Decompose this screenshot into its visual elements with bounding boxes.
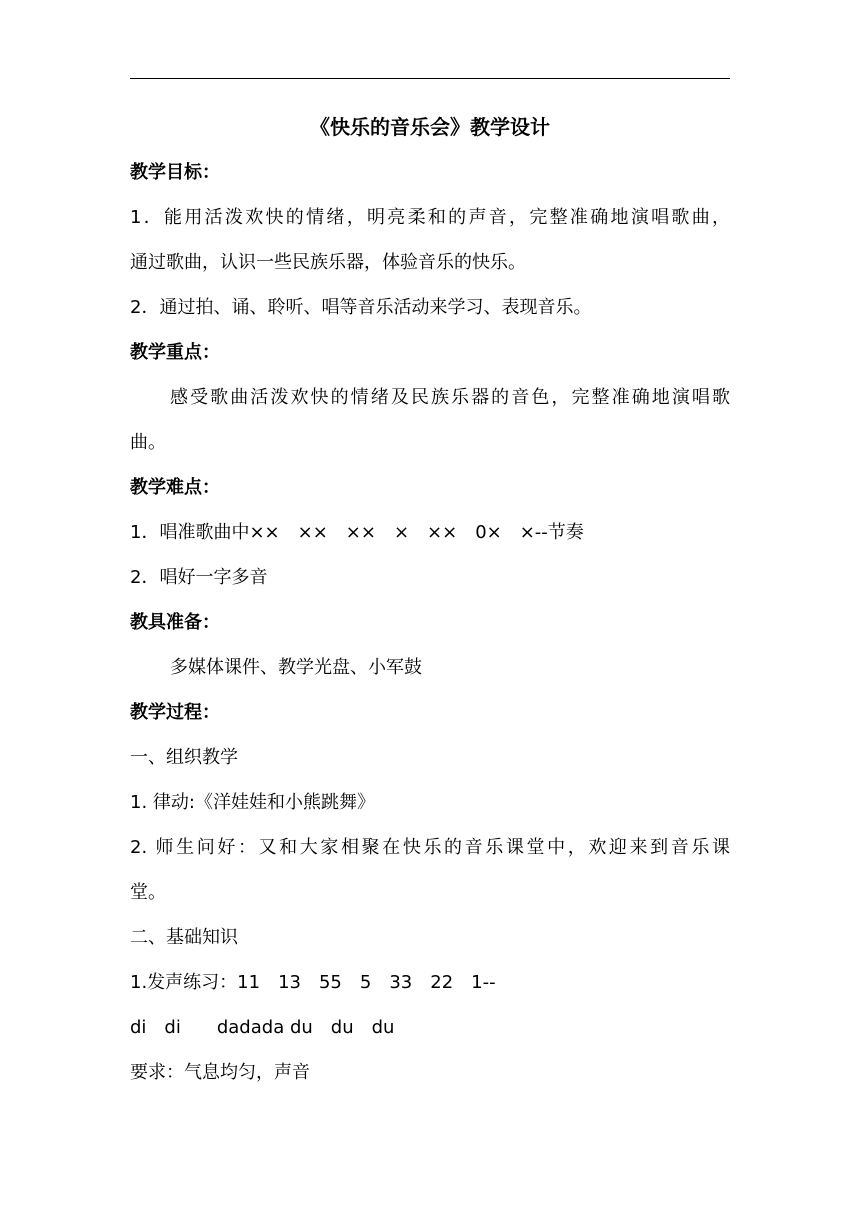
goal-1-line-2: 通过歌曲，认识一些民族乐器，体验音乐的快乐。 bbox=[130, 252, 526, 273]
vocal-syllables: di di dadada du du du bbox=[130, 1017, 395, 1038]
goal-2: 2．通过拍、诵、聆听、唱等音乐活动来学习、表现音乐。 bbox=[130, 297, 592, 318]
difficulty-2: 2．唱好一字多音 bbox=[130, 567, 268, 588]
process-heading: 教学过程： bbox=[130, 702, 220, 723]
materials-text: 多媒体课件、教学光盘、小军鼓 bbox=[170, 657, 422, 678]
vocal-practice: 1.发声练习：11 13 55 5 33 22 1-- bbox=[130, 972, 496, 993]
goal-1-line-1: 1．能用活泼欢快的情绪，明亮柔和的声音，完整准确地演唱歌曲， bbox=[130, 207, 730, 228]
key-points-line-2: 曲。 bbox=[130, 432, 166, 453]
document-title: 《快乐的音乐会》教学设计 bbox=[310, 115, 550, 139]
section-1-item-1: 1. 律动:《洋娃娃和小熊跳舞》 bbox=[130, 792, 375, 813]
section-2-heading: 二、基础知识 bbox=[130, 927, 238, 948]
section-1-item-2-line-1: 2. 师生问好：又和大家相聚在快乐的音乐课堂中，欢迎来到音乐课 bbox=[130, 837, 730, 858]
goals-heading: 教学目标： bbox=[130, 162, 220, 183]
section-1-item-2-line-2: 堂。 bbox=[130, 882, 166, 903]
key-points-line-1: 感受歌曲活泼欢快的情绪及民族乐器的音色，完整准确地演唱歌 bbox=[170, 387, 730, 408]
requirement-text: 要求：气息均匀，声音 bbox=[130, 1062, 310, 1083]
header-rule bbox=[130, 78, 730, 79]
section-1-heading: 一、组织教学 bbox=[130, 747, 238, 768]
materials-heading: 教具准备： bbox=[130, 612, 220, 633]
key-points-heading: 教学重点： bbox=[130, 342, 220, 363]
difficulty-1: 1．唱准歌曲中×× ×× ×× × ×× 0× ×--节奏 bbox=[130, 522, 584, 543]
difficulties-heading: 教学难点： bbox=[130, 477, 220, 498]
